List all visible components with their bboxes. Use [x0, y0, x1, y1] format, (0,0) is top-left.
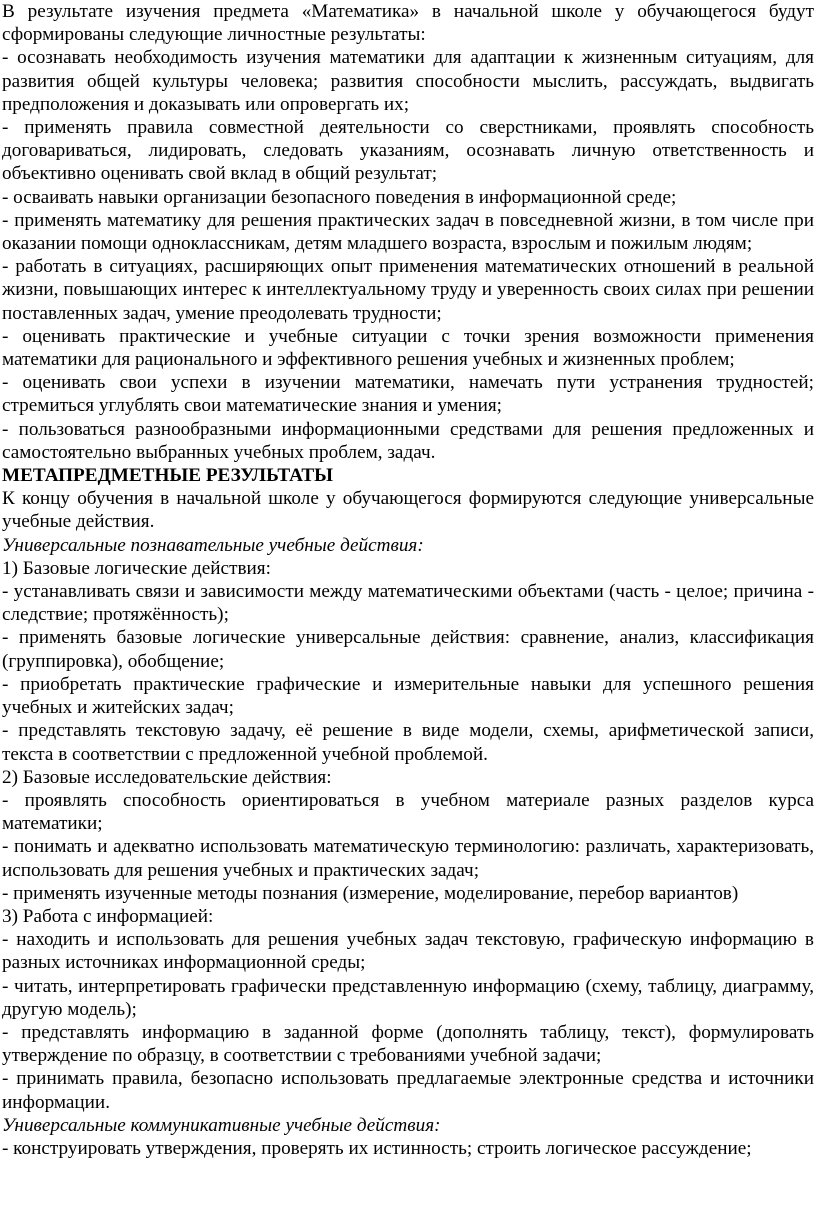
list-item: - оценивать свои успехи в изучении математики, намечать пути устранения трудностей; стремиться углублять свои математические знания и умения;	[2, 372, 814, 417]
list-item: - приобретать практические графические и измерительные навыки для успешного решения учебных и житейских задач;	[2, 673, 814, 719]
subsection-title: Универсальные коммуникативные учебные действия:	[2, 1114, 441, 1136]
list-item: - проявлять способность ориентироваться в учебном материале разных разделов курса математики;	[2, 789, 814, 835]
subsection-title: Универсальные познавательные учебные действия:	[2, 534, 424, 556]
list-item: - применять базовые логические универсальные действия: сравнение, анализ, классификация (группировка), обобщение;	[2, 627, 814, 672]
list-item: - применять математику для решения практических задач в повседневной жизни, в том числе при оказании помощи одноклассникам, детям младшего возраста, взрослым и пожилым людям;	[2, 209, 814, 255]
paragraph-intro: В результате изучения предмета «Математика» в начальной школе у обучающегося будут сформированы следующие личностные результаты:	[2, 1, 814, 46]
list-item: - работать в ситуациях, расширяющих опыт применения математических отношений в реальной жизни, повышающих интерес к интеллектуальному труду и уверенность своих силах при решении поставленных задач, умение преодолевать трудности;	[2, 256, 814, 324]
numbered-heading: 1) Базовые логические действия:	[2, 557, 271, 579]
list-item: - оценивать практические и учебные ситуации с точки зрения возможности применения математики для рационального и эффективного решения учебных и жизненных проблем;	[2, 325, 814, 371]
list-item: - находить и использовать для решения учебных задач текстовую, графическую информацию в разных источниках информационной среды;	[2, 929, 814, 974]
list-item: - осознавать необходимость изучения математики для адаптации к жизненным ситуациям, для развития общей культуры человека; развития способности мыслить, рассуждать, выдвигать предположения и доказывать или опровергать их;	[2, 47, 814, 115]
list-item: - читать, интерпретировать графически представленную информацию (схему, таблицу, диаграмму, другую модель);	[2, 975, 814, 1020]
list-item: - устанавливать связи и зависимости между математическими объектами (часть - целое; причина - следствие; протяжённость);	[2, 581, 814, 626]
list-item: - понимать и адекватно использовать математическую терминологию: различать, характеризовать, использовать для решения учебных и практических задач;	[2, 836, 814, 881]
list-item: - пользоваться разнообразными информационными средствами для решения предложенных и самостоятельно выбранных учебных проблем, задач.	[2, 418, 814, 463]
list-item: - принимать правила, безопасно использовать предлагаемые электронные средства и источники информации.	[2, 1068, 814, 1113]
paragraph: К концу обучения в начальной школе у обучающегося формируются следующие универсальные учебные действия.	[2, 488, 814, 533]
section-heading: МЕТАПРЕДМЕТНЫЕ РЕЗУЛЬТАТЫ	[2, 465, 333, 487]
numbered-heading: 2) Базовые исследовательские действия:	[2, 766, 332, 788]
list-item: - применять изученные методы познания (измерение, моделирование, перебор вариантов)	[2, 882, 739, 904]
list-item: - представлять текстовую задачу, её решение в виде модели, схемы, арифметической записи, текста в соответствии с предложенной учебной проблемой.	[2, 720, 814, 765]
list-item: - конструировать утверждения, проверять их истинность; строить логическое рассуждение;	[2, 1137, 752, 1159]
list-item: - представлять информацию в заданной форме (дополнять таблицу, текст), формулировать утверждение по образцу, в соответствии с требованиями учебной задачи;	[2, 1021, 814, 1067]
numbered-heading: 3) Работа с информацией:	[2, 905, 214, 927]
list-item: - осваивать навыки организации безопасного поведения в информационной среде;	[2, 186, 677, 208]
list-item: - применять правила совместной деятельности со сверстниками, проявлять способность договариваться, лидировать, следовать указаниям, осознавать личную ответственность и объективно оценивать свой вклад в общий результат;	[2, 117, 814, 185]
